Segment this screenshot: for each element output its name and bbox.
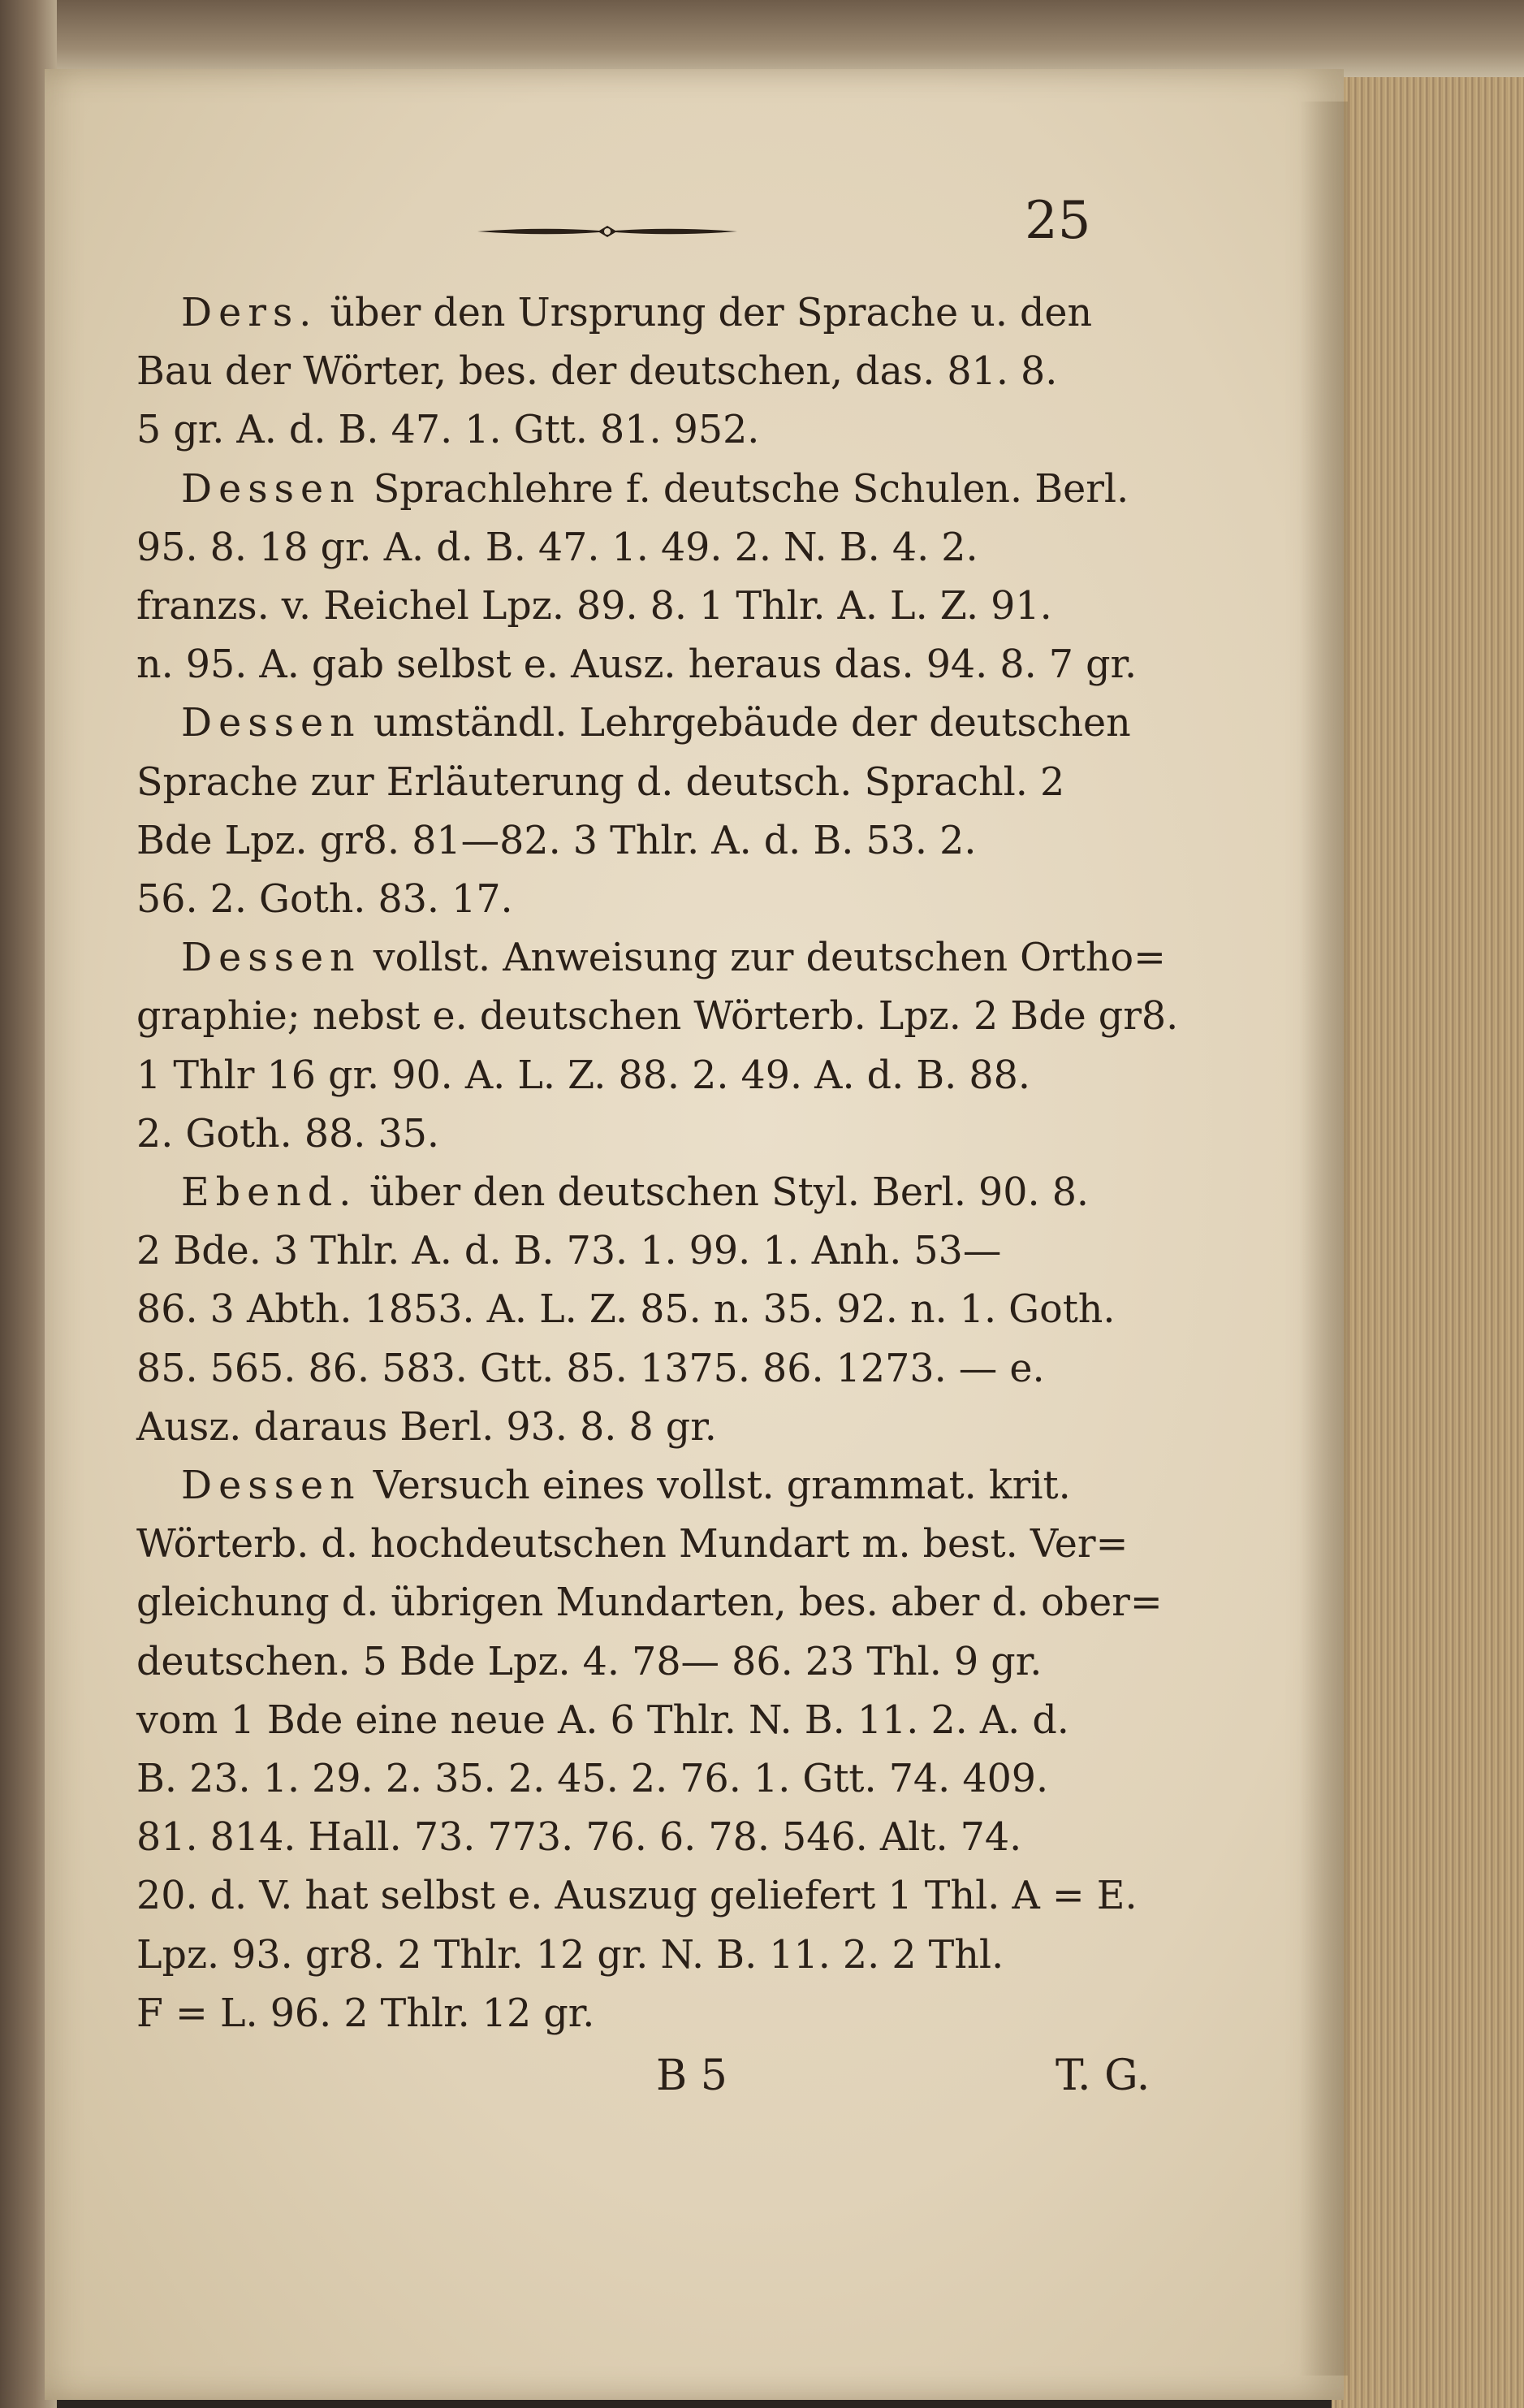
- text-line: Sprache zur Erläuterung d. deutsch. Sprachl. 2: [136, 759, 1065, 805]
- text-line: Wörterb. d. hochdeutschen Mundart m. best. Ver=: [136, 1522, 1129, 1567]
- catchword: T. G.: [1056, 2051, 1151, 2100]
- entry-2: [136, 460, 1143, 695]
- text-line: 20. d. V. hat selbst e. Auszug geliefert 1 Thl. A = E.: [136, 1874, 1138, 1919]
- text-line: 86. 3 Abth. 1853. A. L. Z. 85. n. 35. 92. n. 1. Goth.: [136, 1287, 1116, 1333]
- bibliography-text: [136, 284, 1179, 2043]
- text-line: 2 Bde. 3 Thlr. A. d. B. 73. 1. 99. 1. Anh. 53—: [136, 1229, 1002, 1274]
- page-fold-shadow: [1299, 102, 1348, 2376]
- text-line: deutschen. 5 Bde Lpz. 4. 78— 86. 23 Thl. 9 gr.: [136, 1639, 1043, 1684]
- header-ornament: [477, 219, 737, 244]
- text-line: Ebend. über den deutschen Styl. Berl. 90. 8.: [181, 1170, 1090, 1216]
- entry-lead: Ders.: [181, 291, 318, 335]
- entry-6: [136, 1457, 1163, 2043]
- page-footer: [136, 2051, 1159, 2116]
- entry-lead: Ebend.: [181, 1170, 358, 1216]
- text-line: Dessen Versuch eines vollst. grammat. krit.: [181, 1463, 1071, 1509]
- text-line: Bde Lpz. gr8. 81—82. 3 Thlr. A. d. B. 53. 2.: [136, 818, 977, 863]
- text-line: graphie; nebst e. deutschen Wörterb. Lpz. 2 Bde gr8.: [136, 994, 1179, 1040]
- text-line: Bau der Wörter, bes. der deutschen, das. 81. 8.: [136, 349, 1058, 395]
- text-line: Lpz. 93. gr8. 2 Thlr. 12 gr. N. B. 11. 2. 2 Thl.: [136, 1932, 1004, 1978]
- entry-1: [136, 284, 1143, 460]
- text-line: 81. 814. Hall. 73. 773. 76. 6. 78. 546. Alt. 74.: [136, 1815, 1022, 1861]
- entry-3: [136, 694, 1143, 929]
- text-line: Ausz. daraus Berl. 93. 8. 8 gr.: [136, 1404, 717, 1450]
- text-line: vom 1 Bde eine neue A. 6 Thlr. N. B. 11. 2. A. d.: [136, 1697, 1069, 1743]
- page-stack-edge: [1332, 77, 1524, 2408]
- text-line: gleichung d. übrigen Mundarten, bes. aber d. ober=: [136, 1580, 1163, 1626]
- entry-lead: Dessen: [181, 1463, 361, 1509]
- text-line: Ders. über den Ursprung der Sprache u. den: [181, 291, 1093, 335]
- text-line: franzs. v. Reichel Lpz. 89. 8. 1 Thlr. A. L. Z. 91.: [136, 584, 1052, 629]
- text-line: Dessen vollst. Anweisung zur deutschen Ortho=: [181, 936, 1166, 981]
- signature-mark: B 5: [656, 2051, 727, 2100]
- text-line: Dessen umständl. Lehrgebäude der deutschen: [181, 701, 1131, 746]
- text-line: F = L. 96. 2 Thlr. 12 gr.: [136, 1991, 595, 2036]
- text-line: 2. Goth. 88. 35.: [136, 1111, 440, 1156]
- text-line: 1 Thlr 16 gr. 90. A. L. Z. 88. 2. 49. A. d. B. 88.: [136, 1053, 1030, 1098]
- text-line: 5 gr. A. d. B. 47. 1. Gtt. 81. 952.: [136, 408, 760, 453]
- entry-lead: Dessen: [181, 466, 361, 512]
- entry-lead: Dessen: [181, 701, 361, 746]
- text-line: B. 23. 1. 29. 2. 35. 2. 45. 2. 76. 1. Gtt. 74. 409.: [136, 1757, 1049, 1802]
- text-line: Dessen Sprachlehre f. deutsche Schulen. Berl.: [181, 466, 1129, 512]
- text-line: 56. 2. Goth. 83. 17.: [136, 877, 513, 923]
- text-line: 95. 8. 18 gr. A. d. B. 47. 1. 49. 2. N. B. 4. 2.: [136, 525, 978, 570]
- text-line: 85. 565. 86. 583. Gtt. 85. 1375. 86. 1273. — e.: [136, 1346, 1045, 1391]
- page-number: 25: [1025, 191, 1091, 251]
- entry-lead: Dessen: [181, 936, 361, 981]
- entry-5: [136, 1164, 1143, 1457]
- entry-4: [136, 929, 1179, 1164]
- text-line: n. 95. A. gab selbst e. Ausz. heraus das. 94. 8. 7 gr.: [136, 642, 1138, 688]
